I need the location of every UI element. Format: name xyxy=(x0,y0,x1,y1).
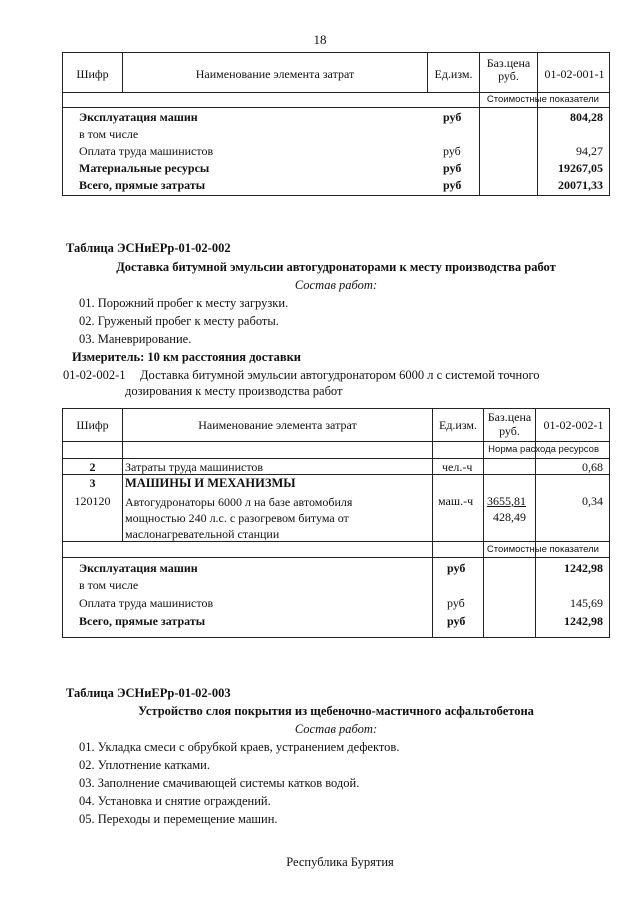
row-unit: руб xyxy=(447,561,466,575)
header-code-col: 01-02-001-1 xyxy=(544,67,605,81)
row-name: Всего, прямые затраты xyxy=(79,178,206,192)
header-name: Наименование элемента затрат xyxy=(198,418,357,432)
row-value: 19267,05 xyxy=(558,161,603,175)
work-item: 03. Маневрирование. xyxy=(79,332,192,346)
header-price: Баз.цена руб. xyxy=(486,56,531,83)
meter-label: Измеритель: 10 км расстояния доставки xyxy=(72,350,302,364)
row-value: 20071,33 xyxy=(558,178,603,192)
machine-code: 120120 xyxy=(74,494,111,508)
row-code: 2 xyxy=(89,460,96,474)
section-title: Устройство слоя покрытия из щебеночно-мастичного асфальтобетона xyxy=(138,704,534,718)
row-name: Материальные ресурсы xyxy=(79,161,210,175)
row-name: в том числе xyxy=(79,578,139,592)
cost-table-01-02-001 xyxy=(62,52,610,196)
row-unit: руб xyxy=(443,161,462,175)
row-value: 0,68 xyxy=(582,460,603,474)
work-item: 05. Переходы и перемещение машин. xyxy=(79,812,278,826)
row-value: 804,28 xyxy=(570,110,603,124)
machine-price: 3655,81 xyxy=(487,494,526,508)
header-unit: Ед.изм. xyxy=(434,67,473,81)
item-code: 01-02-002-1 xyxy=(63,368,126,382)
row-unit: руб xyxy=(447,596,465,610)
item-description: Доставка битумной эмульсии автогудронатором 6000 л с системой точного xyxy=(140,368,540,382)
row-name: Эксплуатация машин xyxy=(79,110,198,124)
header-unit: Ед.изм. xyxy=(438,418,478,432)
section-title: Доставка битумной эмульсии автогудронаторами к месту производства работ xyxy=(116,260,556,274)
row-value: 145,69 xyxy=(570,596,603,610)
row-unit: руб xyxy=(443,144,461,158)
row-value: 1242,98 xyxy=(564,614,603,628)
row-name: Оплата труда машинистов xyxy=(79,596,214,610)
group-code: 3 xyxy=(89,476,96,490)
section-resources-label: Норма расхода ресурсов xyxy=(488,444,599,455)
section-subtitle: Состав работ: xyxy=(294,278,378,292)
row-unit: руб xyxy=(443,178,462,192)
row-unit: руб xyxy=(447,614,466,628)
table-id: Таблица ЭСНиЕРр-01-02-002 xyxy=(66,241,231,255)
header-code: Шифр xyxy=(76,67,109,81)
work-item: 01. Порожний пробег к месту загрузки. xyxy=(79,296,289,310)
header-name: Наименование элемента затрат xyxy=(195,67,355,81)
header-price: Баз.цена руб. xyxy=(487,410,532,438)
row-name: Эксплуатация машин xyxy=(79,561,198,575)
machine-value: 0,34 xyxy=(582,494,603,508)
row-name: Затраты труда машинистов xyxy=(125,460,264,474)
section-subtitle: Состав работ: xyxy=(294,722,378,736)
section-cost-label: Стоимостные показатели xyxy=(486,94,599,105)
work-item: 04. Установка и снятие ограждений. xyxy=(79,794,271,808)
section-cost-label: Стоимостные показатели xyxy=(486,544,599,555)
cost-table-01-02-002 xyxy=(62,408,610,638)
item-description-cont: дозирования к месту производства работ xyxy=(125,384,343,398)
machine-name: Автогудронаторы 6000 л на базе автомобиля мощностью 240 л.с. с разогревом битума от маслонагревательной станции xyxy=(125,495,353,541)
header-code-col: 01-02-002-1 xyxy=(543,418,604,432)
table-id: Таблица ЭСНиЕРр-01-02-003 xyxy=(66,686,231,700)
work-item: 02. Уплотнение катками. xyxy=(79,758,210,772)
machine-price-wages: 428,49 xyxy=(493,510,526,524)
row-value: 94,27 xyxy=(576,144,603,158)
row-name: в том числе xyxy=(79,127,139,141)
row-value: 1242,98 xyxy=(564,561,603,575)
footer-region: Республика Бурятия xyxy=(286,855,394,869)
row-unit: чел.-ч xyxy=(442,460,473,474)
group-name: МАШИНЫ И МЕХАНИЗМЫ xyxy=(125,476,296,490)
page-number: 18 xyxy=(313,32,327,47)
machine-unit: маш.-ч xyxy=(438,494,474,508)
work-item: 03. Заполнение смачивающей системы катков водой. xyxy=(79,776,360,790)
row-name: Оплата труда машинистов xyxy=(79,144,214,158)
row-name: Всего, прямые затраты xyxy=(79,614,206,628)
header-code: Шифр xyxy=(76,418,109,432)
row-unit: руб xyxy=(443,110,462,124)
work-item: 02. Груженый пробег к месту работы. xyxy=(79,314,279,328)
work-item: 01. Укладка смеси с обрубкой краев, устранением дефектов. xyxy=(79,740,400,754)
